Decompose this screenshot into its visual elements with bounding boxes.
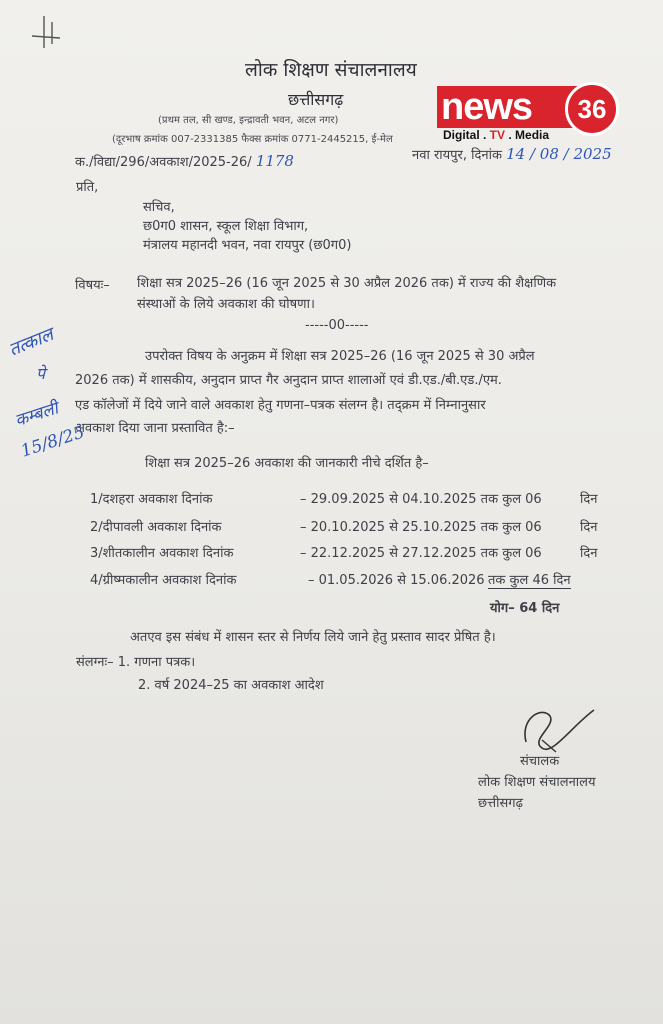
handwritten-note-line-2: पे: [36, 364, 46, 383]
holiday-row-1: 1/दशहरा अवकाश दिनांक – 29.09.2025 से 04.10.2025 तक कुल 06 दिन: [90, 492, 598, 507]
recipient-line-2: छ0ग0 शासन, स्कूल शिक्षा विभाग,: [143, 219, 309, 234]
office-title: लोक शिक्षण संचालनालय: [245, 59, 417, 81]
body-line-4: अवकाश दिया जाना प्रस्तावित है:–: [75, 421, 235, 436]
to-label: प्रति,: [76, 180, 99, 195]
closing-line: अतएव इस संबंध में शासन स्तर से निर्णय लिये जाने हेतु प्रस्ताव सादर प्रेषित है।: [130, 630, 496, 645]
corner-mark-icon: [28, 14, 62, 50]
reference-number: क./विद्या/296/अवकाश/2025-26/ 1178: [75, 152, 294, 170]
separator: -----00-----: [305, 318, 369, 333]
holiday-row-2: 2/दीपावली अवकाश दिनांक – 20.10.2025 से 25.10.2025 तक कुल 06 दिन: [90, 520, 598, 535]
office-address: (प्रथम तल, सी खण्ड, इन्द्रावती भवन, अटल नगर): [158, 115, 339, 126]
body-line-3: एड कॉलेजों में दिये जाने वाले अवकाश हेतु गणना–पत्रक संलग्न है। तद्क्रम में निम्नानुसार: [75, 398, 486, 413]
body-line-2: 2026 तक) में शासकीय, अनुदान प्राप्त गैर अनुदान प्राप्त शालाओं एवं डी.एड./बी.एड./एम.: [75, 373, 502, 388]
holiday-row-3: 3/शीतकालीन अवकाश दिनांक – 22.12.2025 से 27.12.2025 तक कुल 06 दिन: [90, 546, 598, 561]
news36-logo: [437, 86, 615, 144]
signatory-designation: संचालक: [520, 754, 560, 769]
holiday-total: योग– 64 दिन: [490, 601, 560, 616]
subject-label: विषयः–: [75, 278, 110, 293]
body-line-1: उपरोक्त विषय के अनुक्रम में शिक्षा सत्र 2025–26 (16 जून 2025 से 30 अप्रैल: [145, 349, 535, 364]
logo-number: 36: [565, 82, 619, 136]
handwritten-note-line-4: 15/8/25: [18, 422, 88, 462]
office-state: छत्तीसगढ़: [288, 90, 344, 109]
subject-line-1: शिक्षा सत्र 2025–26 (16 जून 2025 से 30 अप्रैल 2026 तक) में राज्य की शैक्षणिक: [137, 276, 557, 291]
letter-date: नवा रायपुर, दिनांक 14 / 08 / 2025: [412, 145, 612, 163]
signatory-state: छत्तीसगढ़: [478, 796, 523, 811]
holiday-intro: शिक्षा सत्र 2025–26 अवकाश की जानकारी नीचे दर्शित है–: [145, 456, 429, 471]
logo-word: news: [437, 86, 577, 128]
handwritten-note-line-1: तत्काल: [5, 324, 57, 361]
holiday-row-4: 4/ग्रीष्मकालीन अवकाश दिनांक – 01.05.2026 से 15.06.2026 तक कुल 46 दिन: [90, 570, 236, 588]
recipient-line-3: मंत्रालय महानदी भवन, नवा रायपुर (छ0ग0): [143, 238, 352, 253]
handwritten-note-line-3: कम्बली: [12, 398, 61, 432]
recipient-line-1: सचिव,: [143, 200, 175, 215]
logo-tagline: Digital . TV . Media: [443, 128, 550, 142]
attachment-2: 2. वर्ष 2024–25 का अवकाश आदेश: [138, 678, 324, 693]
signatory-office: लोक शिक्षण संचालनालय: [478, 775, 596, 790]
subject-line-2: संस्थाओं के लिये अवकाश की घोषणा।: [137, 297, 315, 312]
office-contact: (दूरभाष क्रमांक 007-2331385 फैक्स क्रमांक 0771-2445215, ई-मेल: [112, 134, 393, 145]
attachment-1: संलग्नः– 1. गणना पत्रक।: [76, 655, 196, 670]
